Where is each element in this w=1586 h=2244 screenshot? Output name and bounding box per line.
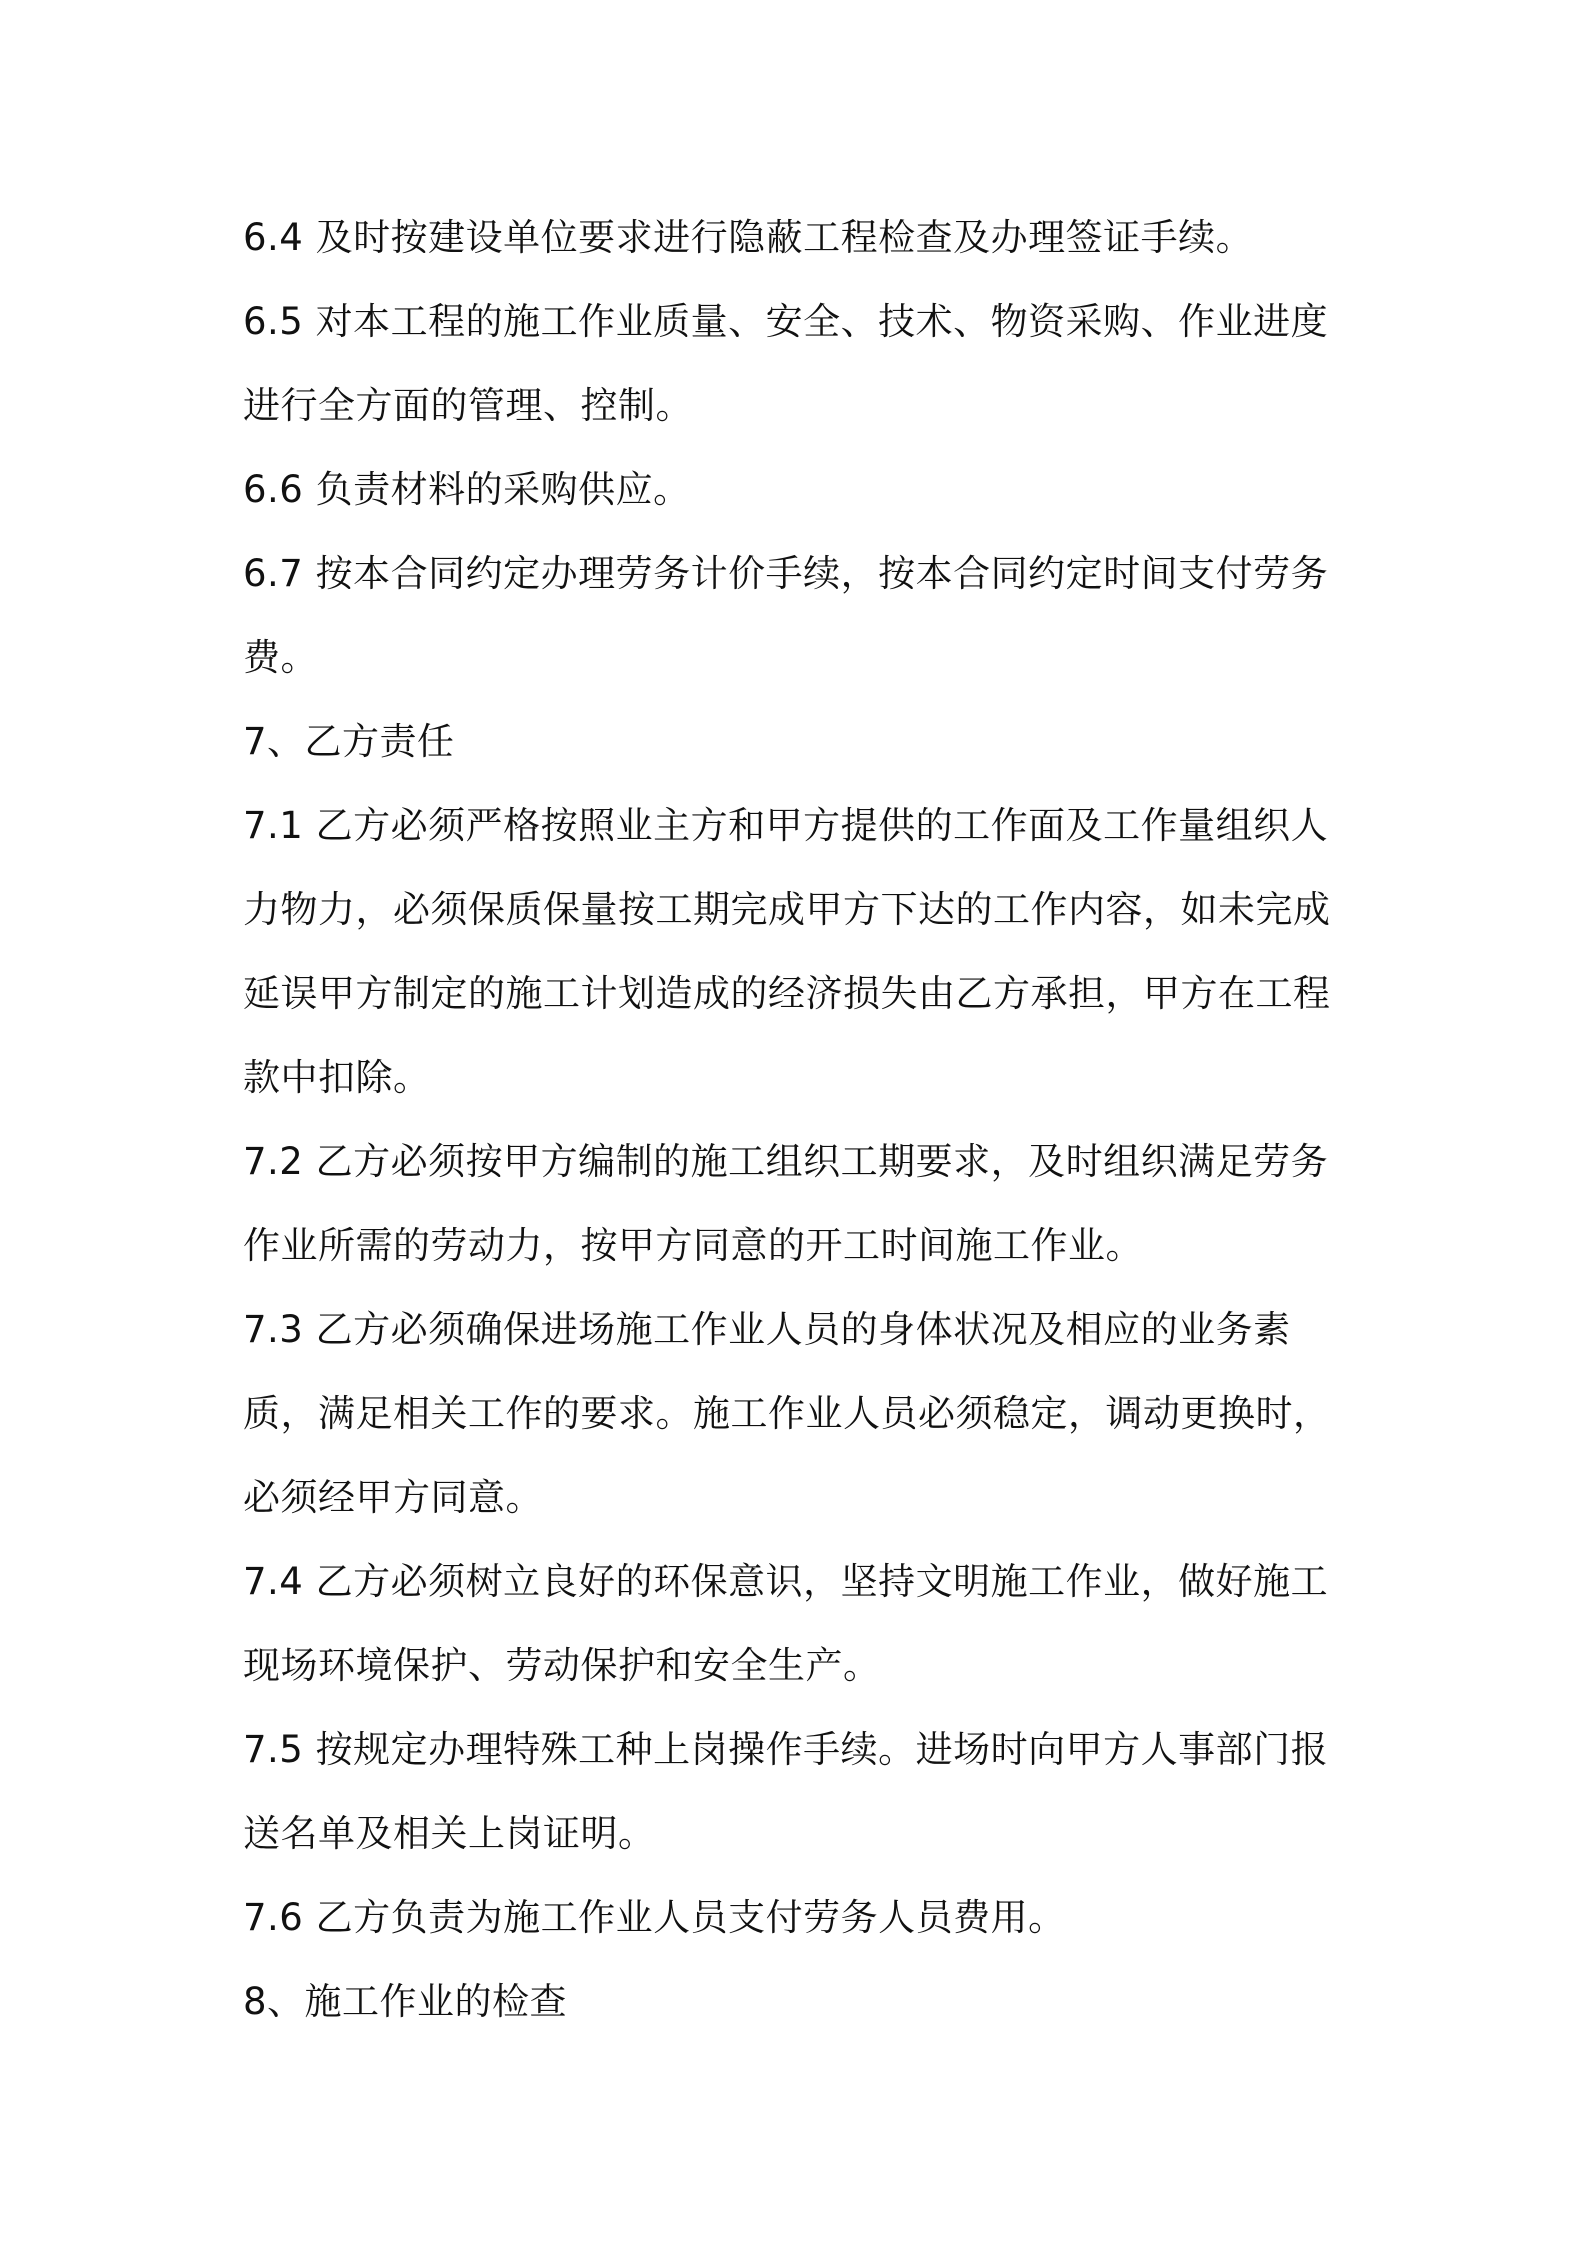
clause-6-5: 6.5 对本工程的施工作业质量、安全、技术、物资采购、作业进度: [243, 300, 1329, 343]
clause-7-1-cont-1: 力物力，必须保质保量按工期完成甲方下达的工作内容，如未完成: [243, 888, 1331, 931]
section-7-heading: 7、乙方责任: [243, 720, 455, 763]
clause-7-1-cont-2: 延误甲方制定的施工计划造成的经济损失由乙方承担，甲方在工程: [243, 972, 1331, 1015]
clause-7-1-cont-3: 款中扣除。: [243, 1056, 431, 1099]
clause-7-4-cont: 现场环境保护、劳动保护和安全生产。: [243, 1644, 881, 1687]
clause-7-5: 7.5 按规定办理特殊工种上岗操作手续。进场时向甲方人事部门报: [243, 1728, 1329, 1771]
clause-7-4: 7.4 乙方必须树立良好的环保意识，坚持文明施工作业，做好施工: [243, 1560, 1329, 1603]
clause-7-3-cont-2: 必须经甲方同意。: [243, 1476, 543, 1519]
clause-6-6: 6.6 负责材料的采购供应。: [243, 468, 691, 511]
document-body: [243, 196, 1343, 2044]
clause-7-3: 7.3 乙方必须确保进场施工作业人员的身体状况及相应的业务素: [243, 1308, 1291, 1351]
clause-7-3-cont-1: 质，满足相关工作的要求。施工作业人员必须稳定，调动更换时，: [243, 1392, 1331, 1435]
clause-6-7: 6.7 按本合同约定办理劳务计价手续，按本合同约定时间支付劳务: [243, 552, 1329, 595]
clause-7-1: 7.1 乙方必须严格按照业主方和甲方提供的工作面及工作量组织人: [243, 804, 1329, 847]
clause-7-5-cont: 送名单及相关上岗证明。: [243, 1812, 656, 1855]
clause-6-4: 6.4 及时按建设单位要求进行隐蔽工程检查及办理签证手续。: [243, 216, 1254, 259]
clause-6-5-cont: 进行全方面的管理、控制。: [243, 384, 693, 427]
clause-7-6: 7.6 乙方负责为施工作业人员支付劳务人员费用。: [243, 1896, 1066, 1939]
clause-7-2: 7.2 乙方必须按甲方编制的施工组织工期要求，及时组织满足劳务: [243, 1140, 1329, 1183]
clause-6-7-cont: 费。: [243, 636, 318, 679]
clause-7-2-cont: 作业所需的劳动力，按甲方同意的开工时间施工作业。: [243, 1224, 1143, 1267]
section-8-heading: 8、施工作业的检查: [243, 1980, 568, 2023]
